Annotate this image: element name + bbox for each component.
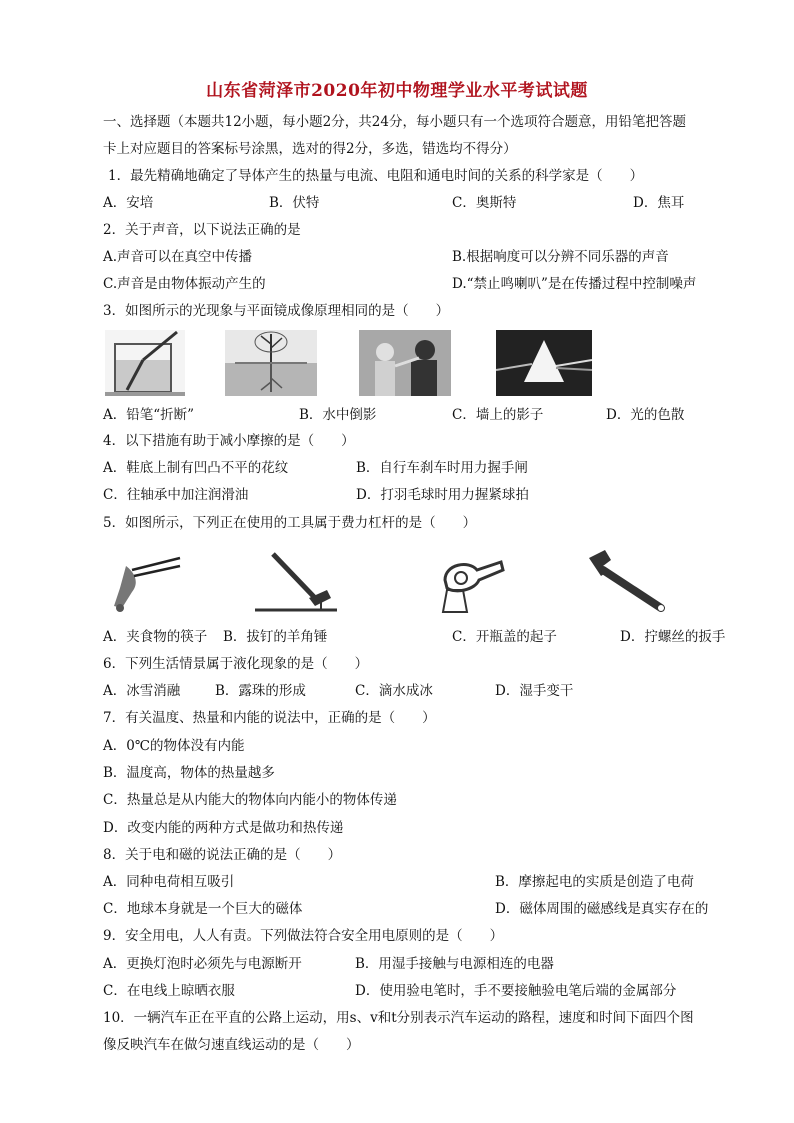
q3-option-c: C．墙上的影子: [452, 407, 544, 423]
q4-option-a: A．鞋底上制有凹凸不平的花纹: [103, 460, 289, 476]
q8-option-a: A．同种电荷相互吸引: [103, 874, 235, 890]
q1-option-d: D．焦耳: [633, 195, 685, 211]
q9-option-b: B．用湿手接触与电源相连的电器: [355, 956, 554, 972]
q7-stem: 7．有关温度、热量和内能的说法中，正确的是（ ）: [103, 710, 436, 726]
q4-stem: 4．以下措施有助于减小摩擦的是（ ）: [103, 433, 355, 449]
q3-stem: 3．如图所示的光现象与平面镜成像原理相同的是（ ）: [103, 303, 450, 319]
q5-option-c: C．开瓶盖的起子: [452, 629, 557, 645]
q5-option-b: B．拔钉的羊角锤: [223, 629, 328, 645]
q2-option-d: D.“禁止鸣喇叭”是在传播过程中控制噪声: [452, 276, 697, 292]
q8-stem: 8．关于电和磁的说法正确的是（ ）: [103, 847, 342, 863]
chopsticks-image: [104, 552, 184, 614]
q2-option-b: B.根据响度可以分辨不同乐器的声音: [452, 249, 669, 265]
q8-option-d: D．磁体周围的磁感线是真实存在的: [495, 901, 709, 917]
pencil-in-water-image: [105, 330, 185, 396]
q9-option-c: C．在电线上晾晒衣服: [103, 983, 235, 999]
q2-option-a: A.声音可以在真空中传播: [103, 249, 253, 265]
q7-option-c: C．热量总是从内能大的物体向内能小的物体传递: [103, 792, 397, 808]
q9-stem: 9．安全用电，人人有责。下列做法符合安全用电原则的是（ ）: [103, 928, 504, 944]
q10-stem-line1: 10．一辆汽车正在平直的公路上运动，用s、v和t分别表示汽车运动的路程，速度和时间下面四个图: [103, 1010, 694, 1026]
q6-option-d: D．湿手变干: [495, 683, 574, 699]
q7-option-d: D．改变内能的两种方式是做功和热传递: [103, 820, 344, 836]
tree-reflection-image: [225, 330, 317, 396]
q8-option-b: B．摩擦起电的实质是创造了电荷: [495, 874, 694, 890]
prism-dispersion-image: [496, 330, 592, 396]
q1-option-a: A．安培: [103, 195, 154, 211]
q1-stem: 1．最先精确地确定了导体产生的热量与电流、电阻和通电时间的关系的科学家是（ ）: [108, 168, 644, 184]
q4-option-d: D．打羽毛球时用力握紧球拍: [356, 487, 529, 503]
q9-option-a: A．更换灯泡时必须先与电源断开: [103, 956, 302, 972]
q2-option-c: C.声音是由物体振动产生的: [103, 276, 266, 292]
q6-option-c: C．滴水成冰: [355, 683, 433, 699]
q6-stem: 6．下列生活情景属于液化现象的是（ ）: [103, 656, 369, 672]
q3-option-d: D．光的色散: [606, 407, 685, 423]
bottle-opener-image: [433, 550, 505, 614]
q2-stem: 2．关于声音，以下说法正确的是: [103, 222, 301, 238]
exam-title: 山东省菏泽市2020年初中物理学业水平考试试题: [206, 81, 588, 101]
claw-hammer-image: [255, 550, 337, 614]
q3-option-a: A．铅笔“折断”: [103, 407, 195, 423]
q3-option-b: B．水中倒影: [299, 407, 377, 423]
q8-option-c: C．地球本身就是一个巨大的磁体: [103, 901, 303, 917]
wrench-image: [583, 548, 671, 616]
wall-shadow-image: [359, 330, 451, 396]
q5-stem: 5．如图所示，下列正在使用的工具属于费力杠杆的是（ ）: [103, 515, 477, 531]
section-heading-line1: 一、选择题（本题共12小题，每小题2分，共24分，每小题只有一个选项符合题意，用铅笔把答题: [103, 114, 686, 130]
q7-option-a: A．0℃的物体没有内能: [103, 738, 245, 754]
q5-option-a: A．夹食物的筷子: [103, 629, 208, 645]
q1-option-b: B．伏特: [269, 195, 320, 211]
q1-option-c: C．奥斯特: [452, 195, 517, 211]
q10-stem-line2: 像反映汽车在做匀速直线运动的是（ ）: [103, 1037, 360, 1053]
section-heading-line2: 卡上对应题目的答案标号涂黑，选对的得2分，多选，错选均不得分）: [103, 141, 517, 157]
q4-option-c: C．往轴承中加注润滑油: [103, 487, 249, 503]
q5-option-d: D．拧螺丝的扳手: [620, 629, 726, 645]
q6-option-b: B．露珠的形成: [215, 683, 306, 699]
q6-option-a: A．冰雪消融: [103, 683, 181, 699]
q4-option-b: B．自行车刹车时用力握手闸: [356, 460, 528, 476]
q9-option-d: D．使用验电笔时，手不要接触验电笔后端的金属部分: [355, 983, 677, 999]
q7-option-b: B．温度高，物体的热量越多: [103, 765, 275, 781]
